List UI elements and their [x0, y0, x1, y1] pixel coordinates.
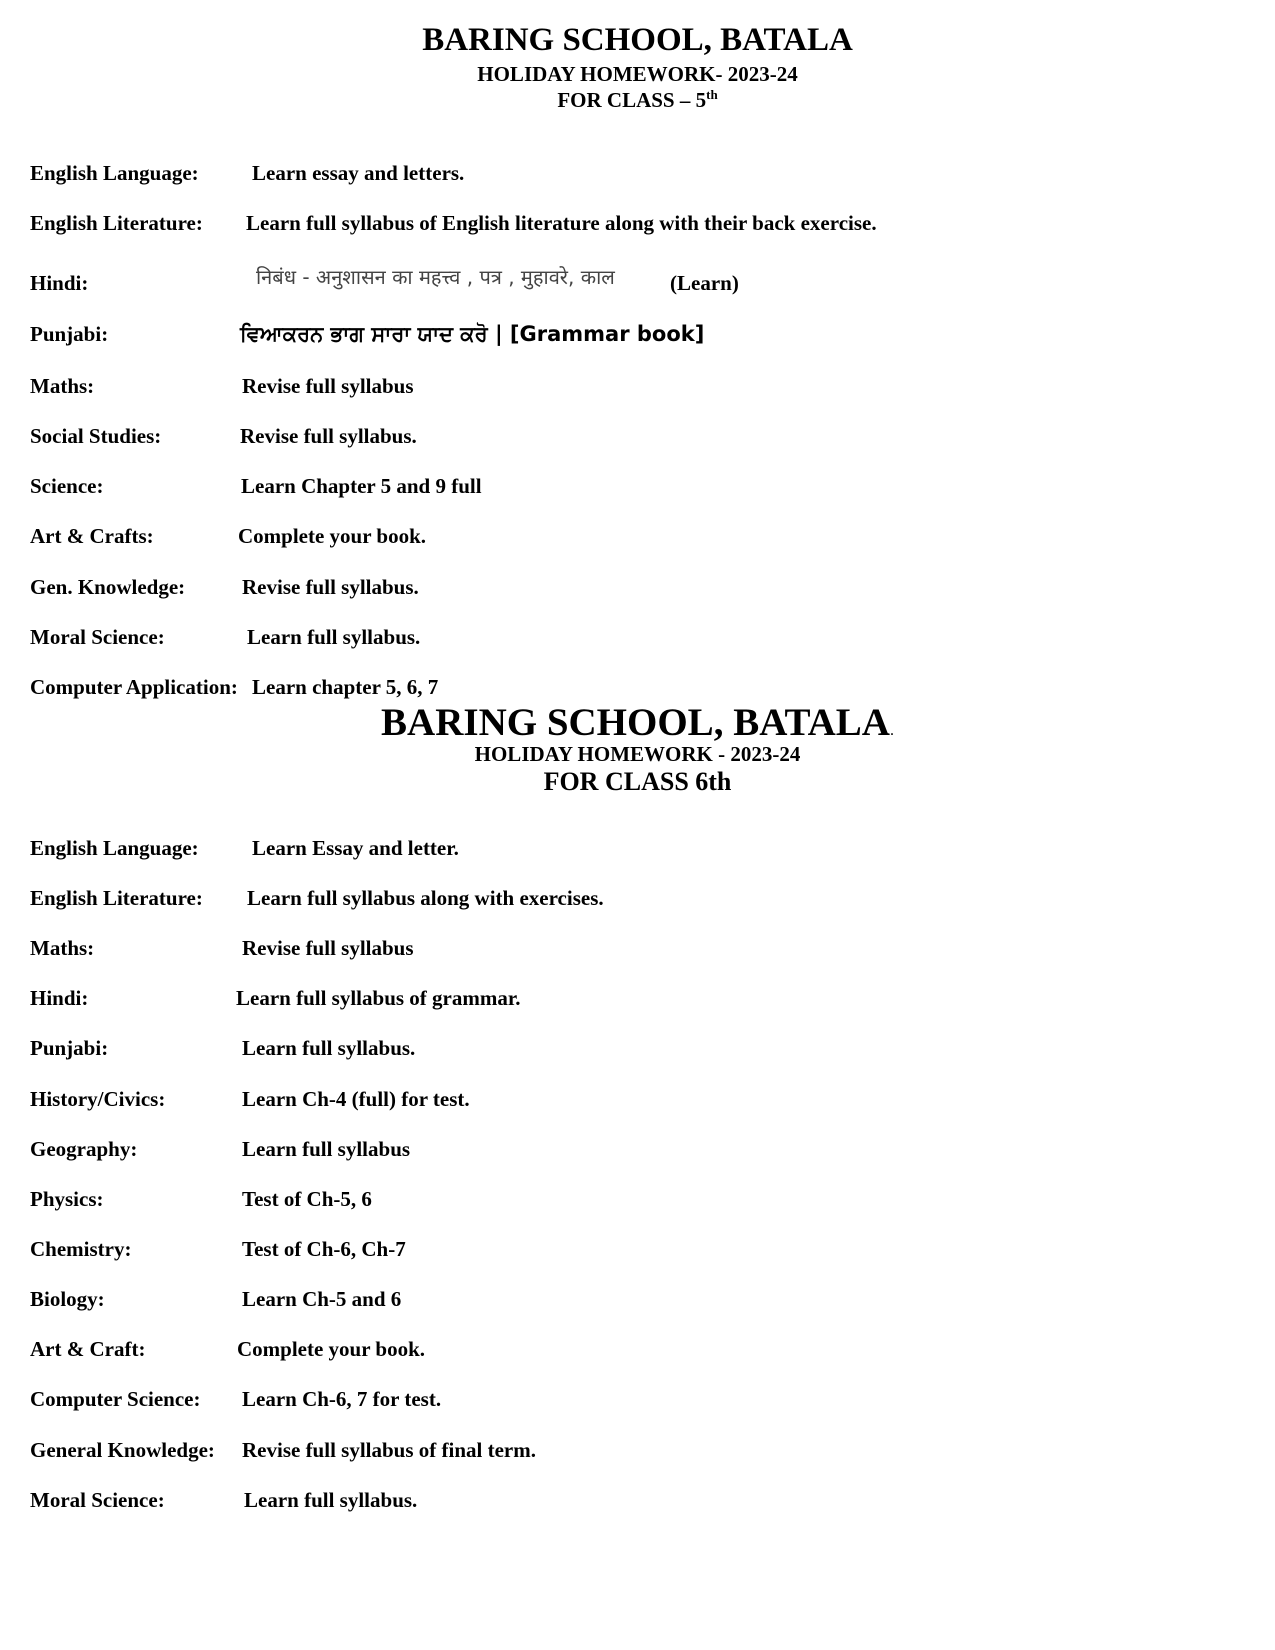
subject-label: Computer Science:	[30, 1387, 201, 1411]
subject-task: Test of Ch-6, Ch-7	[242, 1237, 406, 1261]
subject-label: Hindi:	[30, 271, 89, 295]
subject-label: Science:	[30, 474, 104, 498]
subject-task: Learn Essay and letter.	[252, 836, 459, 860]
subject-task: Learn Ch-4 (full) for test.	[242, 1087, 470, 1111]
subject-label: History/Civics:	[30, 1087, 166, 1111]
class5-class-text: FOR CLASS – 5	[557, 88, 707, 112]
subject-task: Complete your book.	[238, 524, 427, 548]
subject-label: Maths:	[30, 374, 95, 398]
subject-task: Revise full syllabus.	[240, 424, 417, 448]
subject-task: Revise full syllabus of final term.	[242, 1438, 536, 1462]
subject-task: Learn full syllabus of grammar.	[236, 986, 521, 1010]
class5-class-sup: th	[706, 87, 718, 102]
class6-school-dot: .	[889, 722, 894, 739]
subject-label: Moral Science:	[30, 1488, 165, 1512]
subject-label: English Literature:	[30, 886, 203, 910]
subject-label: Social Studies:	[30, 424, 162, 448]
subject-task: Complete your book.	[237, 1337, 426, 1361]
class5-homework-title: HOLIDAY HOMEWORK- 2023-24	[477, 62, 798, 86]
class6-school-text: BARING SCHOOL, BATALA	[381, 701, 890, 744]
subject-task: Learn full syllabus.	[244, 1488, 418, 1512]
subject-label: English Literature:	[30, 211, 203, 235]
subject-label: Geography:	[30, 1137, 138, 1161]
class5-school-title: BARING SCHOOL, BATALA	[422, 22, 853, 58]
class6-homework-title: HOLIDAY HOMEWORK - 2023-24	[474, 742, 801, 766]
hindi-learn-tag: (Learn)	[670, 271, 739, 295]
subject-task: Learn essay and letters.	[252, 161, 465, 185]
subject-label: Chemistry:	[30, 1237, 132, 1261]
subject-task: Revise full syllabus.	[242, 575, 419, 599]
subject-label: Maths:	[30, 936, 95, 960]
subject-task: Learn full syllabus.	[242, 1036, 416, 1060]
subject-task: Revise full syllabus	[242, 936, 414, 960]
subject-label: Moral Science:	[30, 625, 165, 649]
subject-task: Learn Chapter 5 and 9 full	[241, 474, 482, 498]
class6-class-line: FOR CLASS 6th	[543, 767, 732, 796]
subject-label: English Language:	[30, 161, 199, 185]
subject-label: Biology:	[30, 1287, 105, 1311]
subject-label: Computer Application:	[30, 675, 238, 699]
subject-task: Learn full syllabus	[242, 1137, 411, 1161]
subject-label: Punjabi:	[30, 322, 109, 346]
subject-task: Revise full syllabus	[242, 374, 414, 398]
subject-task: Learn Ch-6, 7 for test.	[242, 1387, 442, 1411]
subject-task: Learn full syllabus.	[247, 625, 421, 649]
subject-label: Art & Craft:	[30, 1337, 146, 1361]
subject-task: Learn Ch-5 and 6	[242, 1287, 402, 1311]
subject-label: English Language:	[30, 836, 199, 860]
subject-label: Hindi:	[30, 986, 89, 1010]
subject-label: Physics:	[30, 1187, 104, 1211]
subject-label: Art & Crafts:	[30, 524, 154, 548]
class6-school-title	[0, 700, 1275, 745]
subject-task: Test of Ch-5, 6	[242, 1187, 372, 1211]
subject-label: Gen. Knowledge:	[30, 575, 186, 599]
subject-task: Learn full syllabus of English literature along with their back exercise.	[246, 211, 877, 235]
subject-task: Learn chapter 5, 6, 7	[252, 675, 439, 699]
hindi-task-text: निबंध - अनुशासन का महत्त्व , पत्र , मुहावरे, काल	[256, 265, 615, 289]
class5-class-line	[0, 87, 1275, 113]
subject-task: Learn full syllabus along with exercises.	[247, 886, 604, 910]
subject-label: Punjabi:	[30, 1036, 109, 1060]
subject-label: General Knowledge:	[30, 1438, 215, 1462]
punjabi-task-text: ਵਿਆਕਰਨ ਭਾਗ ਸਾਰਾ ਯਾਦ ਕਰੋ | [Grammar book]	[240, 322, 705, 346]
